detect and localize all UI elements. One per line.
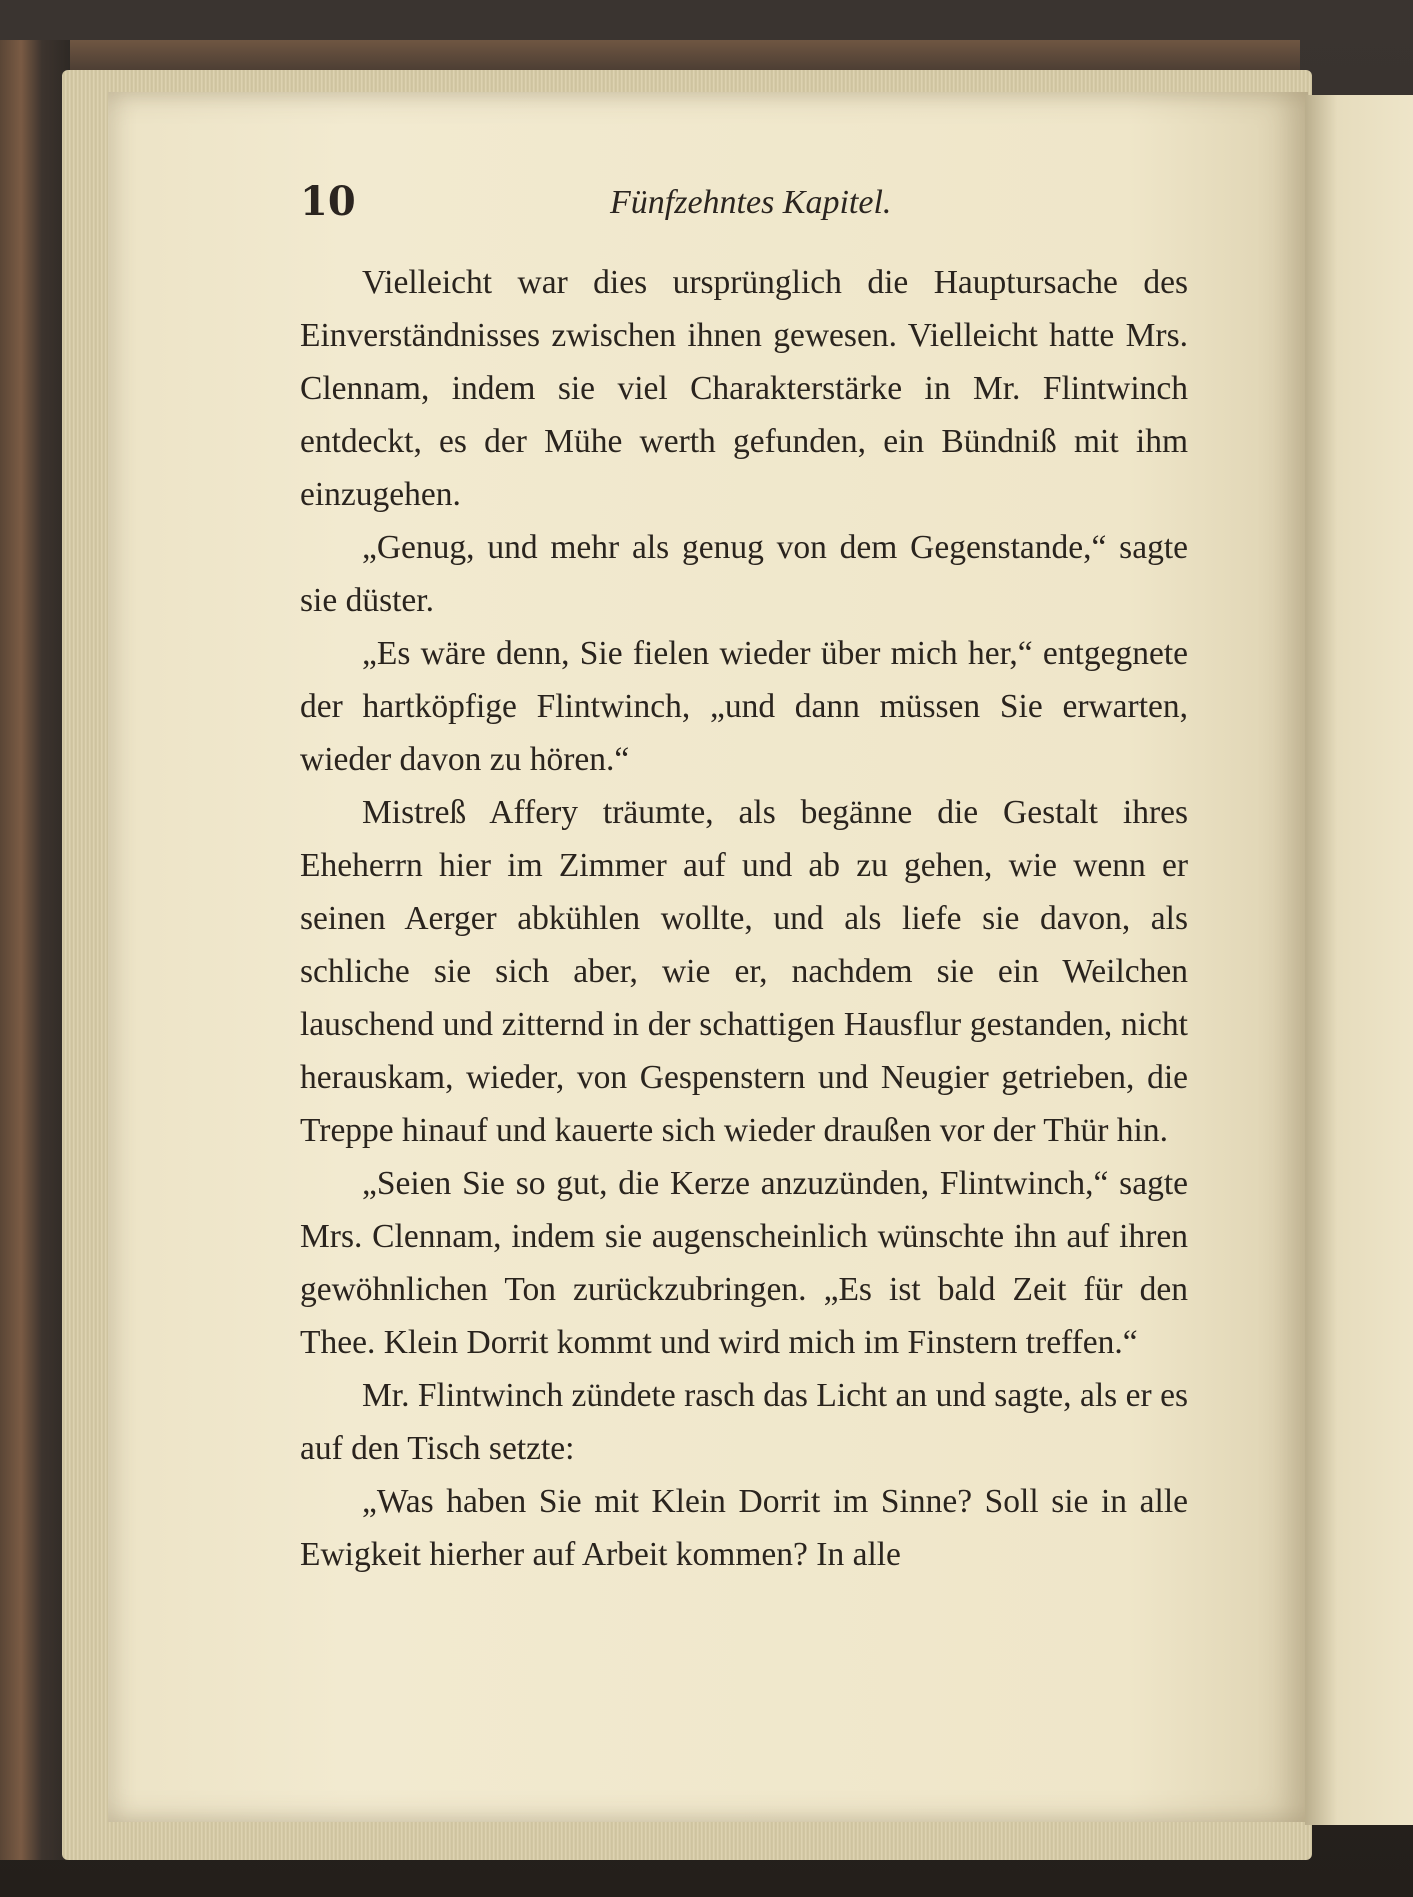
page-header: [300, 178, 1190, 238]
page-number: 10: [300, 178, 356, 225]
paragraph: „Genug, und mehr als genug von dem Gegenstande,“ sagte sie düster.: [300, 529, 1188, 619]
book-cover-spine: [0, 40, 70, 1860]
paragraph: „Es wäre denn, Sie fielen wieder über mich her,“ entgegnete der hartköpfige Flintwinch, „und dann müssen Sie erwarten, wieder davon zu hören.“: [300, 635, 1188, 778]
paragraph: „Was haben Sie mit Klein Dorrit im Sinne? Soll sie in alle Ewigkeit hierher auf Arbeit kommen? In alle: [300, 1483, 1188, 1573]
paragraph: „Seien Sie so gut, die Kerze anzuzünden, Flintwinch,“ sagte Mrs. Clennam, indem sie augenscheinlich wünschte ihn auf ihren gewöhnlichen Ton zurückzubringen. „Es ist bald Zeit für den Thee. Klein Dorrit kommt und wird mich im Finstern treffen.“: [300, 1165, 1188, 1361]
facing-page-edge: [1305, 95, 1413, 1825]
paragraph: Mr. Flintwinch zündete rasch das Licht an und sagte, als er es auf den Tisch setzte:: [300, 1377, 1188, 1467]
book-cover-top-edge: [0, 40, 1300, 72]
paragraph: Vielleicht war dies ursprünglich die Hauptursache des Einverständnisses zwischen ihnen gewesen. Vielleicht hatte Mrs. Clennam, indem sie viel Charakterstärke in Mr. Flintwinch entdeckt, es der Mühe werth gefunden, ein Bündniß mit ihm einzugehen.: [300, 264, 1188, 513]
running-head: Fünfzehntes Kapitel.: [610, 184, 892, 221]
body-text: [300, 256, 1188, 1581]
paragraph: Mistreß Affery träumte, als begänne die Gestalt ihres Eheherrn hier im Zimmer auf und ab zu gehen, wie wenn er seinen Aerger abkühlen wollte, und als liefe sie davon, als schliche sie sich aber, wie er, nachdem sie ein Weilchen lauschend und zitternd in der schattigen Hausflur gestanden, nicht herauskam, wieder, von Gespenstern und Neugier getrieben, die Treppe hinauf und kauerte sich wieder draußen vor der Thür hin.: [300, 794, 1188, 1149]
